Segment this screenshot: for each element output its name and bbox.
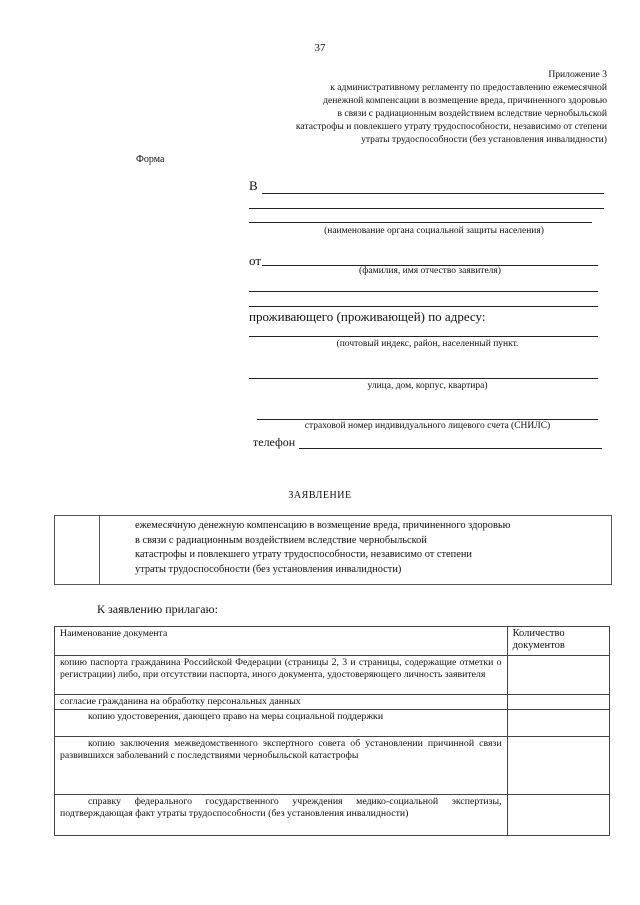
document-count-cell[interactable] xyxy=(507,710,609,737)
street-line[interactable] xyxy=(249,378,598,379)
appendix-header xyxy=(207,68,607,146)
statement-line: утраты трудоспособности (без установления инвалидности) xyxy=(135,563,402,575)
appendix-line: утраты трудоспособности (без установления инвалидности) xyxy=(361,134,607,145)
header-document-name: Наименование документа xyxy=(55,627,508,656)
document-name: копию заключения межведомственного экспертного совета об установлении причинной связи развившихся заболеваний с последствиями чернобыльской катастрофы xyxy=(55,737,508,795)
document-name: копию паспорта гражданина Российской Федерации (страницы 2, 3 и страницы, содержащие отметки о регистрации) либо, при отсутствии паспорта, иного документа, удостоверяющего личность заявителя xyxy=(55,656,508,695)
appendix-line: катастрофы и повлекшего утрату трудоспособности, независимо от степени xyxy=(295,121,607,132)
authority-caption: (наименование органа социальной защиты населения) xyxy=(324,226,544,236)
table-row xyxy=(55,737,610,795)
statement-text xyxy=(135,519,510,577)
table-row xyxy=(55,710,610,737)
table-row xyxy=(55,695,610,710)
appendix-line: денежной компенсации в возмещение вреда, причиненного здоровью xyxy=(323,95,607,106)
table-row xyxy=(55,656,610,695)
postal-line[interactable] xyxy=(249,336,598,337)
document-count-cell[interactable] xyxy=(507,695,609,710)
document-count-cell[interactable] xyxy=(507,737,609,795)
document-name: копию удостоверения, дающего право на меры социальной поддержки xyxy=(55,710,508,737)
header-document-count: Количество документов xyxy=(507,627,609,656)
attachments-label: К заявлению прилагаю: xyxy=(97,602,218,616)
page-number: 37 xyxy=(314,42,326,54)
document-count-cell[interactable] xyxy=(507,795,609,836)
attachments-table xyxy=(54,626,610,836)
appendix-line: в связи с радиационным воздействием вследствие чернобыльской xyxy=(337,108,607,119)
document-count-cell[interactable] xyxy=(507,656,609,695)
applicant-caption: (фамилия, имя отчество заявителя) xyxy=(359,266,501,276)
street-caption: улица, дом, корпус, квартира) xyxy=(367,381,488,391)
document-name: справку федерального государственного учреждения медико-социальной экспертизы, подтверждающая факт утраты трудоспособности (без установления инвалидности) xyxy=(55,795,508,836)
form-label: Форма xyxy=(136,154,165,165)
phone-line[interactable] xyxy=(299,448,602,449)
from-prefix: от xyxy=(249,253,262,268)
statement-box-divider xyxy=(55,516,100,584)
residing-label: проживающего (проживающей) по адресу: xyxy=(249,309,486,324)
appendix-title: Приложение 3 xyxy=(548,69,607,80)
table-header-row xyxy=(55,627,610,656)
statement-box xyxy=(54,515,612,585)
snils-caption: страховой номер индивидуального лицевого счета (СНИЛС) xyxy=(304,421,551,431)
authority-line-1[interactable] xyxy=(262,193,604,194)
authority-line-3[interactable] xyxy=(249,222,592,223)
snils-line[interactable] xyxy=(257,419,598,420)
applicant-line-2[interactable] xyxy=(249,291,598,292)
table-row xyxy=(55,795,610,836)
statement-title: ЗАЯВЛЕНИЕ xyxy=(288,490,352,501)
statement-line: ежемесячную денежную компенсацию в возмещение вреда, причиненного здоровью xyxy=(135,520,511,531)
authority-line-2[interactable] xyxy=(249,208,604,209)
appendix-line: к административному регламенту по предоставлению ежемесячной xyxy=(330,82,607,93)
postal-caption: (почтовый индекс, район, населенный пункт. xyxy=(336,339,519,349)
applicant-line-3[interactable] xyxy=(249,306,598,307)
statement-line: катастрофы и повлекшего утрату трудоспособности, независимо от степени xyxy=(135,549,472,560)
to-prefix: В xyxy=(249,178,258,193)
phone-label: телефон xyxy=(253,435,296,449)
document-name: согласие гражданина на обработку персональных данных xyxy=(55,695,508,710)
statement-line: в связи с радиационным воздействием вследствие чернобыльской xyxy=(135,534,427,546)
